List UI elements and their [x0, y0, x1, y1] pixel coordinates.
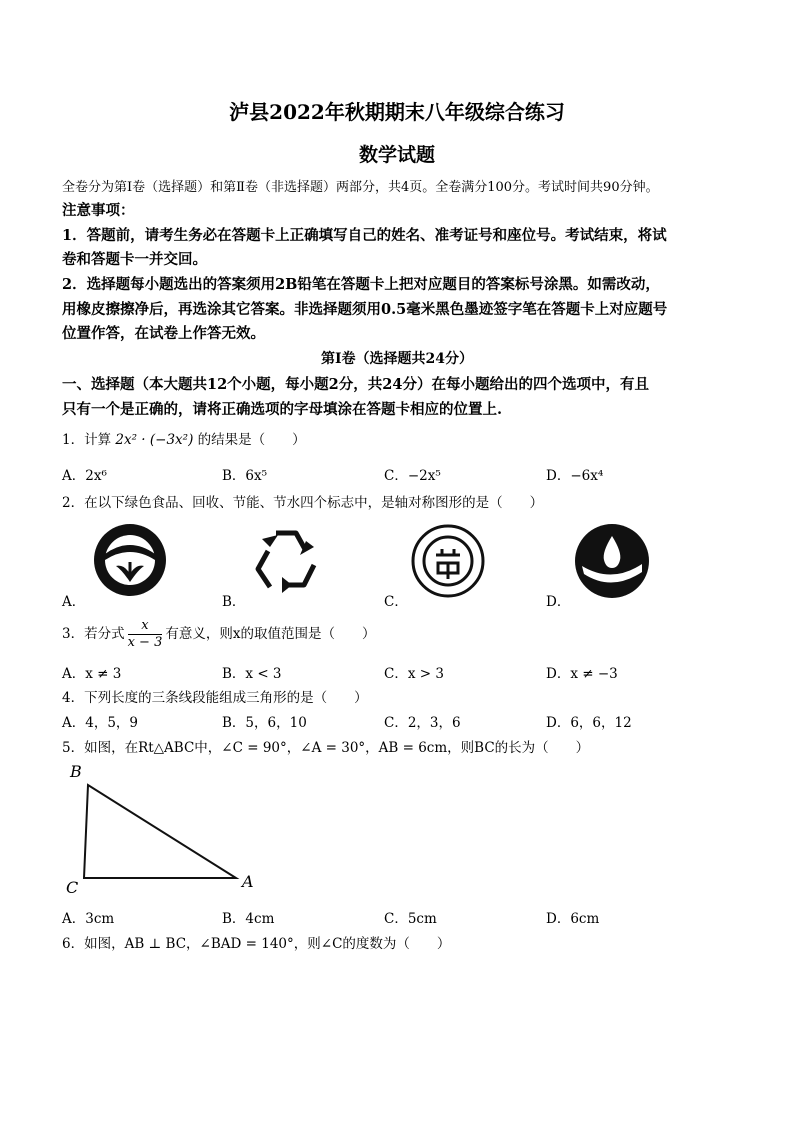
question-3-fraction [128, 618, 163, 651]
question-4-stem: 4．下列长度的三条线段能组成三角形的是（ ） [62, 690, 368, 706]
vertex-label-c: C [66, 878, 79, 897]
question-4-option-c: C．2，3，6 [384, 715, 461, 731]
question-4-option-d: D．6，6，12 [546, 715, 632, 731]
question-4-option-b: B．5，6，10 [222, 715, 307, 731]
question-3-option-a: A．x ≠ 3 [62, 666, 122, 682]
question-1-option-d: D．−6x⁴ [546, 468, 604, 484]
note-2-line-c: 位置作答，在试卷上作答无效。 [62, 325, 265, 342]
right-triangle-figure [60, 760, 260, 900]
fraction-numerator: x [128, 618, 163, 635]
question-6-stem: 6．如图，AB ⊥ BC，∠BAD = 140°，则∠C的度数为（ ） [62, 936, 451, 952]
question-4-option-a: A．4，5，9 [62, 715, 139, 731]
section-instructions-b: 只有一个是正确的，请将正确选项的字母填涂在答题卡相应的位置上. [62, 401, 503, 418]
intro-line: 全卷分为第Ⅰ卷（选择题）和第Ⅱ卷（非选择题）两部分，共4页。全卷满分100分。考试时间共90分钟。 [62, 180, 659, 195]
question-5-option-c: C．5cm [384, 911, 437, 927]
note-2-line-b: 用橡皮擦擦净后，再选涂其它答案。非选择题须用0.5毫米黑色墨迹签字笔在答题卡上对应题号 [62, 301, 668, 318]
question-1-option-b: B．6x⁵ [222, 468, 268, 484]
recycle-logo [248, 525, 324, 597]
question-5-option-d: D．6cm [546, 911, 600, 927]
note-1-line-b: 卷和答题卡一并交回。 [62, 251, 207, 268]
question-5-option-a: A．3cm [62, 911, 115, 927]
exam-subtitle: 数学试题 [358, 144, 435, 166]
question-1-expression: 2x² · (−3x²) [115, 432, 194, 448]
vertex-label-a: A [242, 872, 254, 891]
section-heading: 第Ⅰ卷（选择题共24分） [320, 351, 474, 367]
question-3-option-c: C．x > 3 [384, 666, 444, 682]
fraction-denominator: x − 3 [127, 635, 163, 650]
note-2-line-a: 2．选择题每小题选出的答案须用2B铅笔在答题卡上把对应题目的答案标号涂黑。如需改动， [62, 276, 660, 293]
question-2-option-b: B． [222, 594, 246, 610]
question-3-option-d: D．x ≠ −3 [546, 666, 618, 682]
section-instructions-a: 一、选择题（本大题共12个小题，每小题2分，共24分）在每小题给出的四个选项中，有且 [62, 376, 649, 393]
green-food-logo [92, 522, 168, 598]
energy-saving-logo [410, 523, 486, 599]
question-3-option-b: B．x < 3 [222, 666, 282, 682]
question-2-stem: 2．在以下绿色食品、回收、节能、节水四个标志中，是轴对称图形的是（ ） [62, 495, 544, 511]
question-1-prefix: 1．计算 [62, 432, 112, 448]
question-5-option-b: B．4cm [222, 911, 275, 927]
vertex-label-b: B [70, 762, 82, 781]
exam-title: 泸县2022年秋期期末八年级综合练习 [229, 100, 565, 124]
question-3-prefix: 3．若分式 [62, 626, 125, 642]
question-2-option-c: C． [384, 594, 408, 610]
notes-heading: 注意事项： [62, 202, 135, 219]
question-3-suffix: 有意义，则x的取值范围是（ ） [165, 626, 376, 642]
question-2-option-a: A． [62, 594, 86, 610]
question-1-option-a: A．2x⁶ [62, 468, 107, 484]
water-saving-logo [572, 522, 652, 600]
question-1-option-c: C．−2x⁵ [384, 468, 441, 484]
note-1-line-a: 1．答题前，请考生务必在答题卡上正确填写自己的姓名、准考证号和座位号。考试结束，将试 [62, 227, 667, 244]
question-1-stem [62, 428, 306, 448]
question-5-stem: 5．如图，在Rt△ABC中，∠C = 90°，∠A = 30°，AB = 6cm，则BC的长为（ ） [62, 740, 590, 756]
question-2-option-d: D． [546, 594, 571, 610]
question-3-stem [62, 618, 375, 651]
question-1-suffix: 的结果是（ ） [197, 432, 306, 448]
